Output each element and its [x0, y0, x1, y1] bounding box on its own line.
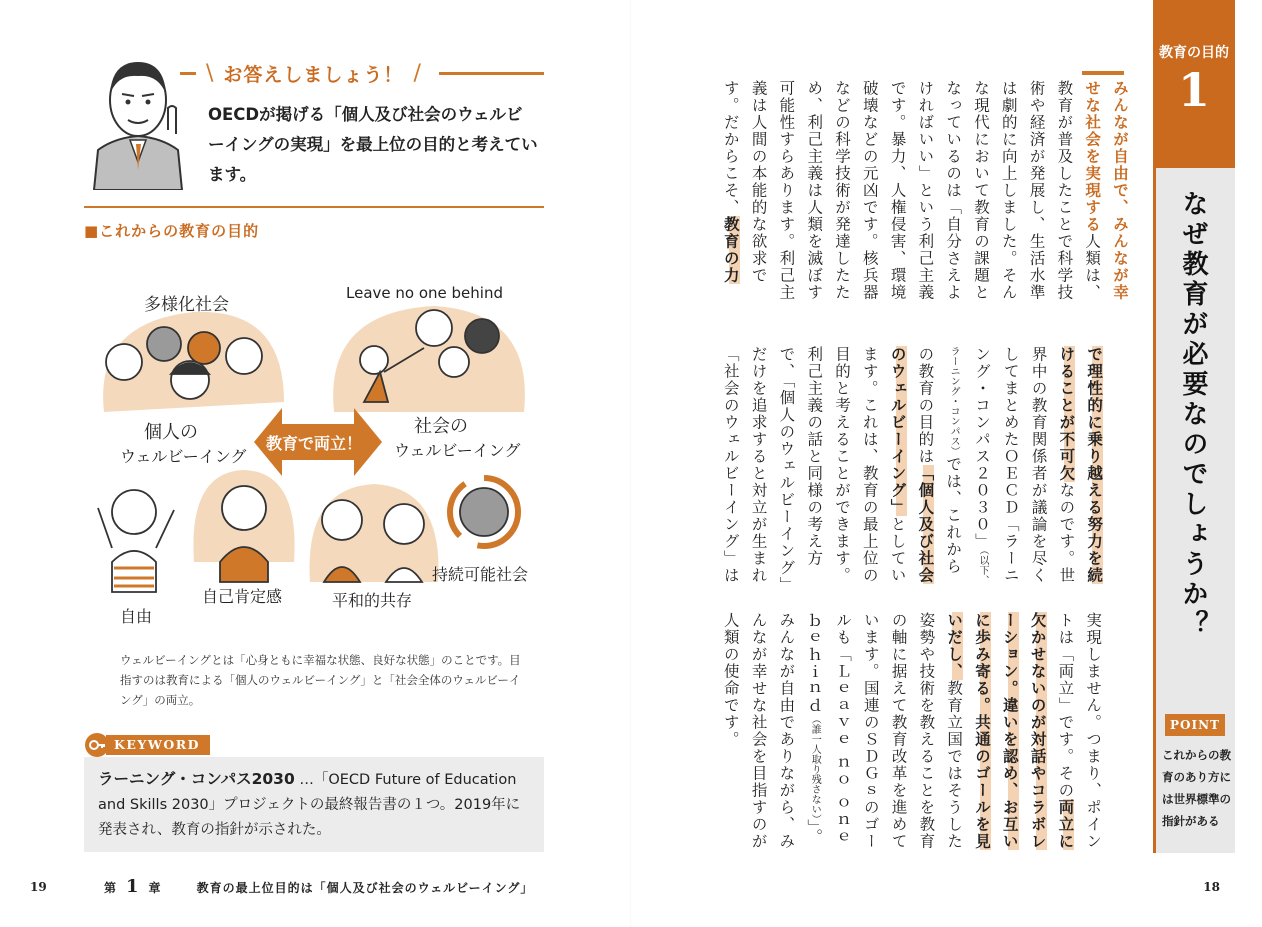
keyword-description: …「OECD Future of Education and Skills 2030」プロジェクトの最終報告書の１つ。2019年に発表され、教育の指針が示された。 [98, 772, 521, 838]
heading-dash [180, 72, 196, 75]
point-tag: POINT [1165, 714, 1225, 736]
body-column-1 [716, 80, 1133, 310]
freedom-figure [98, 490, 174, 592]
body-note-sdgs: （誰一人取り残さない） [809, 714, 821, 819]
section-title: ■これからの教育の目的 [84, 222, 260, 240]
leave-no-one-label: Leave no one behind [346, 284, 503, 302]
diversity-label: 多様化社会 [144, 295, 229, 315]
page-fold [630, 0, 632, 927]
individual-label-2: ウェルビーイング [120, 447, 247, 466]
point-text: これからの教育のあり方には世界標準の指針がある [1162, 748, 1231, 828]
answer-text: OECDが掲げる「個人及び社会のウェルビーイングの実現」を最上位の目的と考えています。 [208, 105, 538, 184]
page-number-left: 19 [30, 880, 47, 894]
body-text-1b: 利己主義は人間の本能的な欲求です。だからこそ、 [721, 80, 796, 301]
body-text-2e: 利己主義の話と同様の考え方で、「個人のウェルビーイング」だけを追求すると対立が生まれ「社会のウェルビーイング」は [721, 346, 824, 586]
body-text-2d: としています。これは、教育の最上位の目的と考えることができます。 [832, 346, 907, 584]
answer-heading [84, 62, 544, 84]
keyword-term: ラーニング・コンパス2030 [98, 770, 295, 788]
coexistence-label: 平和的共存 [332, 591, 413, 610]
chapter-number: 1 [126, 876, 139, 897]
chapter-footer [104, 876, 533, 897]
education-purpose-illustration [84, 262, 544, 640]
highlight-education-power: 教育の力 [721, 216, 740, 284]
lead-heading: みんなが自由で、みんなが幸せな社会を実現する [1083, 80, 1129, 301]
section-tab [1153, 0, 1235, 168]
heading-rule [439, 72, 544, 75]
body-note-compass: （以下、ラーニング・コンパス） [948, 346, 988, 585]
answer-title: お答えしましょう！ [223, 63, 404, 86]
self-esteem-figure [193, 470, 294, 582]
sustainable-globe [450, 478, 518, 546]
individual-label: 個人の [144, 422, 198, 443]
body-text-3b: その [1056, 765, 1075, 799]
sustainable-label: 持続可能社会 [432, 565, 529, 584]
side-title: なぜ教育が必要なのでしょうか？ [1178, 190, 1208, 640]
highlight-dialogue: 両立に欠かせないのが対話やコラボレーション。違いを認め、お互いに歩み寄る。共通のゴールを見いだし、 [945, 612, 1075, 850]
keyword-tag: KEYWORD [106, 735, 210, 755]
body-column-3 [716, 612, 1106, 858]
social-label: 社会の [414, 416, 468, 437]
heading-slash: \ [206, 60, 214, 86]
body-text-2c: では、これからの教育の目的は [916, 346, 963, 575]
freedom-label: 自由 [120, 607, 153, 626]
body-text-2b: 世界中の教育関係者が議論を尽くしてまとめたＯＥＣＤ「ラーニング・コンパス２０３０」 [972, 346, 1076, 584]
keyword-label [84, 733, 214, 757]
body-text-3e: 国連のＳＤＧｓのゴールも「Ｌｅａｖｅ ｎｏ ｏｎｅ ｂｅｈｉｎｄ [805, 612, 880, 850]
illustration-caption: ウェルビーイングとは「心身ともに幸福な状態、良好な状態」のことです。目指すのは教育による「個人のウェルビーイング」と「社会全体のウェルビーイング」の両立。 [120, 653, 521, 707]
body-text-3a: 実現しません。つまり、ポイントは「両立」です。 [1056, 612, 1103, 850]
body-text-3f: 」。みんなが自由でありながら、みんなが幸せな社会を目指すのが人類の使命です。 [721, 612, 824, 850]
social-label-2: ウェルビーイング [394, 441, 521, 460]
page-number-right: 18 [1203, 880, 1220, 894]
body-text-3d: 教育立国ではそうした姿勢や技術を教えることを教育の軸に据えて教育改革を進めています。 [861, 612, 964, 850]
heading-slash: / [413, 60, 421, 86]
keyword-box [84, 757, 544, 852]
highlight-wellbeing: 「個人及び社会のウェルビーイング」 [888, 346, 935, 584]
arrow-label: 教育で両立！ [266, 434, 363, 453]
chapter-title: 教育の最上位目的は「個人及び社会のウェルビーイング」 [196, 881, 534, 895]
section-tab-number: 1 [1177, 63, 1210, 117]
chapter-suffix: 章 [148, 881, 161, 895]
coexistence-figure [310, 484, 439, 582]
body-text-2a: なのです。 [1057, 482, 1076, 567]
self-esteem-label: 自己肯定感 [202, 587, 283, 606]
section-tab-label: 教育の目的 [1159, 45, 1229, 61]
lead-marker [1082, 71, 1124, 75]
chapter-prefix: 第 [104, 881, 117, 895]
answer-divider [84, 206, 544, 208]
body-text-1: 人類は、教育が普及したことで科学技術や経済が発展し、生活水準は劇的に向上しました。そんな現代において教育の課題となっているのは「自分さえよければいい」という利己主義です。暴力、人権侵害、環境破壊などの元凶です。核兵器などの科学技術が発達したため、利己主義は人類を滅ぼす可能性すらあります。 [777, 80, 1102, 301]
highlight-rational: で理性的に乗り越える努力を続けることが不可欠 [1057, 346, 1104, 584]
body-column-2 [716, 346, 1107, 586]
